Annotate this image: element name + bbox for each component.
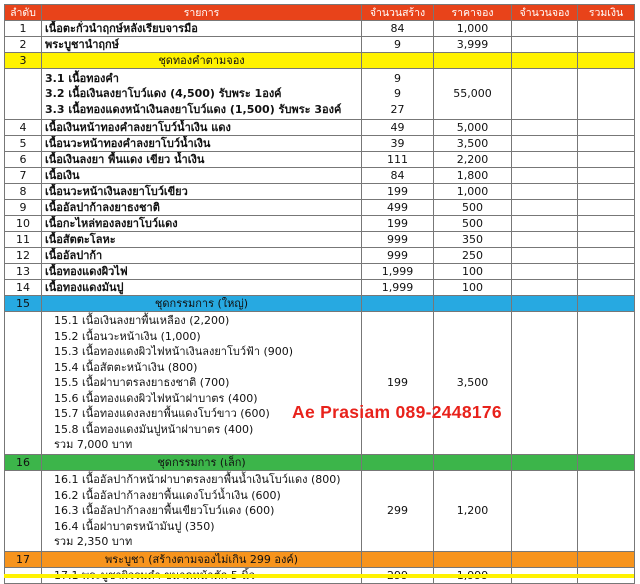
row-no xyxy=(5,471,42,552)
row-price: 500 xyxy=(434,200,512,216)
row-name: เนื้อนวะหน้าเงินลงยาโบว์เขียว xyxy=(42,184,362,200)
section-row xyxy=(5,53,635,69)
row-no: 8 xyxy=(5,184,42,200)
header-price: ราคาจอง xyxy=(434,5,512,21)
sub-total: รวม 7,000 บาท xyxy=(54,438,133,452)
header-total: รวมเงิน xyxy=(578,5,635,21)
table-row xyxy=(5,200,635,216)
row-reserve-cell[interactable] xyxy=(512,248,578,264)
section-cell xyxy=(362,296,434,312)
row-total-cell xyxy=(578,312,635,455)
row-no: 6 xyxy=(5,152,42,168)
row-name: เนื้อเงินลงยา พื้นแดง เขียว น้ำเงิน xyxy=(42,152,362,168)
row-qty: 999 xyxy=(362,232,434,248)
row-reserve-cell[interactable] xyxy=(512,168,578,184)
section-row xyxy=(5,552,635,568)
row-reserve-cell[interactable] xyxy=(512,264,578,280)
row-total-cell xyxy=(578,184,635,200)
row-name: เนื้อสัตตะโลหะ xyxy=(42,232,362,248)
table-row xyxy=(5,120,635,136)
sub-item: 16.3 เนื้ออัลปาก้าลงยาพื้นเขียวโบว์แดง (600) xyxy=(54,504,275,518)
sub-qty: 27 xyxy=(390,102,405,116)
section-no: 16 xyxy=(5,455,42,471)
sub-item: 15.6 เนื้อทองแดงผิวไฟหน้าฝาบาตร (400) xyxy=(54,391,258,405)
row-name: เนื้ออัลปาก้าลงยาธงชาติ xyxy=(42,200,362,216)
row-qty: 199 xyxy=(362,184,434,200)
row-name: พระบูชานำฤกษ์ xyxy=(42,37,362,53)
section-no: 15 xyxy=(5,296,42,312)
row-price: 3,500 xyxy=(434,136,512,152)
row-reserve-cell[interactable] xyxy=(512,120,578,136)
header-no: ลำดับ xyxy=(5,5,42,21)
section-no: 17 xyxy=(5,552,42,568)
row-name: เนื้อทองแดงมันปู xyxy=(42,280,362,296)
header-reserve: จำนวนจอง xyxy=(512,5,578,21)
row-name: เนื้ออัลปาก้า xyxy=(42,248,362,264)
row-total-cell xyxy=(578,216,635,232)
row-name xyxy=(42,312,362,455)
table-row xyxy=(5,168,635,184)
row-reserve-cell[interactable] xyxy=(512,471,578,552)
section-cell xyxy=(362,552,434,568)
row-no: 2 xyxy=(5,37,42,53)
row-reserve-cell[interactable] xyxy=(512,21,578,37)
row-price: 500 xyxy=(434,216,512,232)
row-no: 1 xyxy=(5,21,42,37)
row-total-cell xyxy=(578,136,635,152)
row-name xyxy=(42,69,362,120)
row-price: 1,200 xyxy=(434,471,512,552)
section-cell xyxy=(362,455,434,471)
contact-watermark: Ae Prasiam 089-2448176 xyxy=(292,402,502,422)
header-item: รายการ xyxy=(42,5,362,21)
table-row xyxy=(5,280,635,296)
table-row xyxy=(5,264,635,280)
section-cell xyxy=(512,53,578,69)
row-price: 100 xyxy=(434,264,512,280)
section-cell xyxy=(578,455,635,471)
row-total-cell xyxy=(578,248,635,264)
row-qty: 499 xyxy=(362,200,434,216)
row-reserve-cell[interactable] xyxy=(512,216,578,232)
section-cell xyxy=(512,296,578,312)
sub-item: 15.5 เนื้อฝาบาตรลงยาธงชาติ (700) xyxy=(54,376,230,390)
section-title: ชุดกรรมการ (เล็ก) xyxy=(42,455,362,471)
section-cell xyxy=(578,296,635,312)
sub-item: 15.8 เนื้อทองแดงมันปูหน้าฝาบาตร (400) xyxy=(54,422,254,436)
table-row xyxy=(5,136,635,152)
sub-item: 15.2 เนื้อนวะหน้าเงิน (1,000) xyxy=(54,329,201,343)
row-name: เนื้อทองแดงผิวไฟ xyxy=(42,264,362,280)
row-price: 55,000 xyxy=(434,69,512,120)
section-cell xyxy=(512,552,578,568)
row-total-cell xyxy=(578,120,635,136)
row-no: 11 xyxy=(5,232,42,248)
row-no: 10 xyxy=(5,216,42,232)
table-row xyxy=(5,37,635,53)
table-row xyxy=(5,21,635,37)
row-name: เนื้อนวะหน้าทองคำลงยาโบว์น้ำเงิน xyxy=(42,136,362,152)
row-qty: 199 xyxy=(362,312,434,455)
row-total-cell xyxy=(578,280,635,296)
row-reserve-cell[interactable] xyxy=(512,152,578,168)
row-no xyxy=(5,312,42,455)
row-total-cell xyxy=(578,69,635,120)
row-total-cell xyxy=(578,168,635,184)
table-row xyxy=(5,312,635,455)
row-reserve-cell[interactable] xyxy=(512,136,578,152)
row-reserve-cell[interactable] xyxy=(512,184,578,200)
table-row xyxy=(5,184,635,200)
section-row xyxy=(5,455,635,471)
row-price: 3,999 xyxy=(434,37,512,53)
row-total-cell xyxy=(578,200,635,216)
row-price: 250 xyxy=(434,248,512,264)
row-reserve-cell[interactable] xyxy=(512,69,578,120)
row-no: 7 xyxy=(5,168,42,184)
sub-item: 16.4 เนื้อฝาบาตรหน้ามันปู (350) xyxy=(54,519,215,533)
row-no: 13 xyxy=(5,264,42,280)
row-no xyxy=(5,69,42,120)
table-row xyxy=(5,216,635,232)
row-reserve-cell[interactable] xyxy=(512,280,578,296)
row-qty: 49 xyxy=(362,120,434,136)
row-qty: 39 xyxy=(362,136,434,152)
row-no: 4 xyxy=(5,120,42,136)
section-row xyxy=(5,296,635,312)
row-no: 14 xyxy=(5,280,42,296)
sub-item: 16.2 เนื้ออัลปาก้าลงยาพื้นแดงโบว์น้ำเงิน (600) xyxy=(54,488,281,502)
sub-item: 15.4 เนื้อสัตตะหน้าเงิน (800) xyxy=(54,360,198,374)
row-reserve-cell[interactable] xyxy=(512,232,578,248)
sub-item: 3.1 เนื้อทองคำ xyxy=(45,71,119,85)
row-name: เนื้อเงินหน้าทองคำลงยาโบว์น้ำเงิน แดง xyxy=(42,120,362,136)
row-reserve-cell[interactable] xyxy=(512,200,578,216)
section-title: พระบูชา (สร้างตามจองไม่เกิน 299 องค์) xyxy=(42,552,362,568)
sub-item: 3.2 เนื้อเงินลงยาโบว์แดง (4,500) รับพระ 1องค์ xyxy=(45,87,282,101)
bottom-strip xyxy=(4,574,634,578)
section-no: 3 xyxy=(5,53,42,69)
row-name: เนื้อกะไหล่ทองลงยาโบว์แดง xyxy=(42,216,362,232)
row-price: 5,000 xyxy=(434,120,512,136)
section-cell xyxy=(512,455,578,471)
row-reserve-cell[interactable] xyxy=(512,312,578,455)
row-name: เนื้อเงิน xyxy=(42,168,362,184)
row-qty: 111 xyxy=(362,152,434,168)
row-no: 12 xyxy=(5,248,42,264)
section-cell xyxy=(434,53,512,69)
row-reserve-cell[interactable] xyxy=(512,37,578,53)
section-title: ชุดทองคำตามจอง xyxy=(42,53,362,69)
row-total-cell xyxy=(578,264,635,280)
row-total-cell xyxy=(578,37,635,53)
row-price: 100 xyxy=(434,280,512,296)
row-qty: 199 xyxy=(362,216,434,232)
sub-total: รวม 2,350 บาท xyxy=(54,535,133,549)
row-price: 1,000 xyxy=(434,21,512,37)
row-qty: 999 xyxy=(362,248,434,264)
table-row xyxy=(5,248,635,264)
section-cell xyxy=(578,552,635,568)
row-total-cell xyxy=(578,232,635,248)
section-cell xyxy=(434,296,512,312)
row-qty: 84 xyxy=(362,168,434,184)
row-qty: 1,999 xyxy=(362,264,434,280)
row-no: 5 xyxy=(5,136,42,152)
sub-item: 15.7 เนื้อทองแดงลงยาพื้นแดงโบว์ขาว (600) xyxy=(54,407,270,421)
section-cell xyxy=(434,455,512,471)
price-list-table xyxy=(4,4,635,584)
header-qty: จำนวนสร้าง xyxy=(362,5,434,21)
section-title: ชุดกรรมการ (ใหญ่) xyxy=(42,296,362,312)
section-cell xyxy=(362,53,434,69)
section-cell xyxy=(434,552,512,568)
row-qty: 299 xyxy=(362,471,434,552)
row-price: 2,200 xyxy=(434,152,512,168)
row-qty xyxy=(362,69,434,120)
table-row xyxy=(5,471,635,552)
sub-item: 15.1 เนื้อเงินลงยาพื้นเหลือง (2,200) xyxy=(54,314,230,328)
sub-qty: 9 xyxy=(394,71,401,85)
row-total-cell xyxy=(578,152,635,168)
row-name: เนื้อตะกั่วนำฤกษ์หลังเรียบจารมือ xyxy=(42,21,362,37)
section-cell xyxy=(578,53,635,69)
row-price: 350 xyxy=(434,232,512,248)
row-no: 9 xyxy=(5,200,42,216)
row-name xyxy=(42,471,362,552)
sub-item: 16.1 เนื้ออัลปาก้าหน้าฝาบาตรลงยาพื้นน้ำเงินโบว์แดง (800) xyxy=(54,473,341,487)
row-total-cell xyxy=(578,21,635,37)
row-price: 3,500 xyxy=(434,312,512,455)
table-header-row xyxy=(5,5,635,21)
table-row xyxy=(5,152,635,168)
sub-qty: 9 xyxy=(394,87,401,101)
row-price: 1,000 xyxy=(434,184,512,200)
sub-item: 15.3 เนื้อทองแดงผิวไฟหน้าเงินลงยาโบว์ฟ้า (900) xyxy=(54,345,294,359)
row-qty: 84 xyxy=(362,21,434,37)
table-row xyxy=(5,69,635,120)
row-qty: 9 xyxy=(362,37,434,53)
row-total-cell xyxy=(578,471,635,552)
table-row xyxy=(5,232,635,248)
row-qty: 1,999 xyxy=(362,280,434,296)
row-price: 1,800 xyxy=(434,168,512,184)
sub-item: 3.3 เนื้อทองแดงหน้าเงินลงยาโบว์แดง (1,500) รับพระ 3องค์ xyxy=(45,102,342,116)
